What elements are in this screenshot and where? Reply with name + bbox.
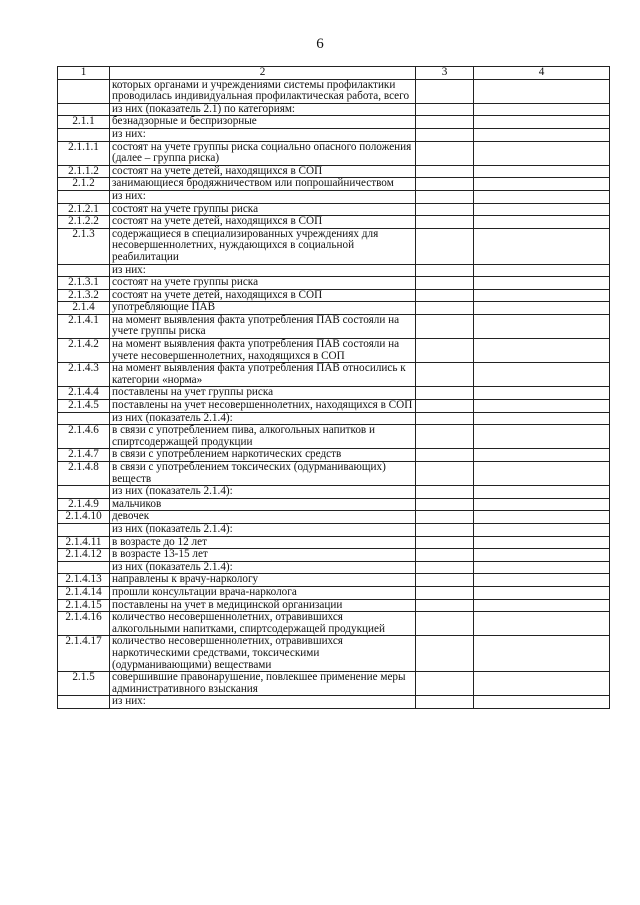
header-cell-3: 3 [416, 67, 474, 80]
report-table [57, 66, 610, 709]
row-number: 2.1.4.12 [58, 549, 110, 562]
table-row [58, 277, 610, 290]
table-row [58, 387, 610, 400]
table-row [58, 116, 610, 129]
row-number: 2.1.4.13 [58, 574, 110, 587]
table-row [58, 636, 610, 672]
value-cell-col3[interactable] [416, 141, 474, 165]
row-description: состоят на учете детей, находящихся в СОП [110, 289, 416, 302]
row-number: 2.1.4.10 [58, 511, 110, 524]
value-cell-col3[interactable] [416, 203, 474, 216]
row-number: 2.1.4.14 [58, 586, 110, 599]
row-description: безнадзорные и беспризорные [110, 116, 416, 129]
row-number: 2.1.3.1 [58, 277, 110, 290]
value-cell-col3[interactable] [416, 425, 474, 449]
table-row [58, 216, 610, 229]
row-number [58, 264, 110, 277]
value-cell-col4[interactable] [474, 400, 610, 413]
row-description: состоят на учете группы риска социально опасного положения (далее – группа риска) [110, 141, 416, 165]
table-row [58, 264, 610, 277]
row-description: в связи с употреблением наркотических средств [110, 449, 416, 462]
value-cell-col3[interactable] [416, 449, 474, 462]
table-row [58, 599, 610, 612]
row-number: 2.1.3 [58, 228, 110, 264]
row-number: 2.1.4.8 [58, 462, 110, 486]
value-cell-col3[interactable] [416, 511, 474, 524]
row-description: направлены к врачу-наркологу [110, 574, 416, 587]
value-cell-col3[interactable] [416, 498, 474, 511]
row-description: состоят на учете группы риска [110, 277, 416, 290]
table-row [58, 203, 610, 216]
row-description: которых органами и учреждениями системы профилактики проводилась индивидуальная профилактическая работа, всего [110, 79, 416, 103]
table-row [58, 612, 610, 636]
row-number [58, 561, 110, 574]
value-cell-col4[interactable] [474, 190, 610, 203]
row-number: 2.1.4.15 [58, 599, 110, 612]
header-cell-2: 2 [110, 67, 416, 80]
row-number: 2.1.1.1 [58, 141, 110, 165]
table-row [58, 128, 610, 141]
row-number: 2.1.5 [58, 672, 110, 696]
table-row [58, 561, 610, 574]
row-description: на момент выявления факта употребления ПАВ относились к категории «норма» [110, 363, 416, 387]
value-cell-col4[interactable] [474, 103, 610, 116]
table-row [58, 449, 610, 462]
row-description: из них (показатель 2.1.4): [110, 523, 416, 536]
row-number: 2.1.4.11 [58, 536, 110, 549]
value-cell-col4[interactable] [474, 486, 610, 499]
row-number: 2.1.4.5 [58, 400, 110, 413]
value-cell-col3[interactable] [416, 178, 474, 191]
row-number: 2.1.2.2 [58, 216, 110, 229]
table-row [58, 536, 610, 549]
value-cell-col4[interactable] [474, 216, 610, 229]
row-description: в возрасте до 12 лет [110, 536, 416, 549]
value-cell-col4[interactable] [474, 549, 610, 562]
value-cell-col4[interactable] [474, 612, 610, 636]
row-number [58, 523, 110, 536]
table-row [58, 165, 610, 178]
value-cell-col3[interactable] [416, 612, 474, 636]
row-number: 2.1.4.1 [58, 314, 110, 338]
value-cell-col3[interactable] [416, 165, 474, 178]
value-cell-col4[interactable] [474, 79, 610, 103]
value-cell-col3[interactable] [416, 277, 474, 290]
row-description: из них: [110, 190, 416, 203]
row-number [58, 79, 110, 103]
value-cell-col3[interactable] [416, 79, 474, 103]
value-cell-col3[interactable] [416, 228, 474, 264]
row-description: из них: [110, 128, 416, 141]
row-number: 2.1.4.4 [58, 387, 110, 400]
value-cell-col4[interactable] [474, 586, 610, 599]
row-number: 2.1.4.9 [58, 498, 110, 511]
row-number: 2.1.2 [58, 178, 110, 191]
row-description: в связи с употреблением пива, алкогольных напитков и спиртсодержащей продукции [110, 425, 416, 449]
row-description: поставлены на учет в медицинской организации [110, 599, 416, 612]
table-row [58, 672, 610, 696]
row-description: содержащиеся в специализированных учреждениях для несовершеннолетних, нуждающихся в социальной реабилитации [110, 228, 416, 264]
table-row [58, 141, 610, 165]
table-row [58, 511, 610, 524]
table-row [58, 586, 610, 599]
value-cell-col3[interactable] [416, 363, 474, 387]
row-description: из них: [110, 264, 416, 277]
value-cell-col4[interactable] [474, 425, 610, 449]
value-cell-col3[interactable] [416, 289, 474, 302]
value-cell-col3[interactable] [416, 636, 474, 672]
row-number: 2.1.4.17 [58, 636, 110, 672]
row-description: мальчиков [110, 498, 416, 511]
row-number: 2.1.1.2 [58, 165, 110, 178]
table-row [58, 696, 610, 709]
value-cell-col3[interactable] [416, 574, 474, 587]
value-cell-col3[interactable] [416, 672, 474, 696]
table-row [58, 425, 610, 449]
row-description: поставлены на учет группы риска [110, 387, 416, 400]
value-cell-col3[interactable] [416, 190, 474, 203]
table-row [58, 498, 610, 511]
row-number: 2.1.4.2 [58, 339, 110, 363]
value-cell-col4[interactable] [474, 277, 610, 290]
value-cell-col3[interactable] [416, 302, 474, 315]
value-cell-col4[interactable] [474, 387, 610, 400]
row-description: употребляющие ПАВ [110, 302, 416, 315]
row-description: из них (показатель 2.1) по категориям: [110, 103, 416, 116]
table-row [58, 549, 610, 562]
table-row [58, 190, 610, 203]
value-cell-col4[interactable] [474, 116, 610, 129]
table-row [58, 523, 610, 536]
table-row [58, 79, 610, 103]
row-number [58, 128, 110, 141]
value-cell-col3[interactable] [416, 412, 474, 425]
row-description: на момент выявления факта употребления ПАВ состояли на учете несовершеннолетних, находящихся в СОП [110, 339, 416, 363]
value-cell-col3[interactable] [416, 264, 474, 277]
row-description: из них: [110, 696, 416, 709]
row-description: из них (показатель 2.1.4): [110, 412, 416, 425]
value-cell-col3[interactable] [416, 599, 474, 612]
row-description: девочек [110, 511, 416, 524]
table-row [58, 574, 610, 587]
header-cell-1: 1 [58, 67, 110, 80]
row-description: на момент выявления факта употребления ПАВ состояли на учете группы риска [110, 314, 416, 338]
value-cell-col4[interactable] [474, 165, 610, 178]
value-cell-col4[interactable] [474, 511, 610, 524]
header-cell-4: 4 [474, 67, 610, 80]
row-number: 2.1.1 [58, 116, 110, 129]
row-description: поставлены на учет несовершеннолетних, находящихся в СОП [110, 400, 416, 413]
value-cell-col3[interactable] [416, 696, 474, 709]
value-cell-col3[interactable] [416, 128, 474, 141]
row-description: состоят на учете детей, находящихся в СОП [110, 165, 416, 178]
row-number: 2.1.4 [58, 302, 110, 315]
row-number: 2.1.4.6 [58, 425, 110, 449]
value-cell-col3[interactable] [416, 486, 474, 499]
value-cell-col4[interactable] [474, 561, 610, 574]
value-cell-col4[interactable] [474, 636, 610, 672]
row-description: количество несовершеннолетних, отравившихся наркотическими средствами, токсическими (одурманивающими) веществами [110, 636, 416, 672]
value-cell-col3[interactable] [416, 549, 474, 562]
value-cell-col4[interactable] [474, 178, 610, 191]
table-row [58, 462, 610, 486]
value-cell-col3[interactable] [416, 523, 474, 536]
table-row [58, 314, 610, 338]
table-row [58, 363, 610, 387]
table-row [58, 178, 610, 191]
value-cell-col3[interactable] [416, 314, 474, 338]
table-row [58, 339, 610, 363]
value-cell-col4[interactable] [474, 363, 610, 387]
row-number [58, 412, 110, 425]
row-description: из них (показатель 2.1.4): [110, 561, 416, 574]
value-cell-col4[interactable] [474, 228, 610, 264]
value-cell-col4[interactable] [474, 449, 610, 462]
page-number: 6 [316, 36, 324, 52]
value-cell-col3[interactable] [416, 387, 474, 400]
table-row [58, 400, 610, 413]
row-number [58, 486, 110, 499]
row-description: состоят на учете детей, находящихся в СОП [110, 216, 416, 229]
row-number: 2.1.3.2 [58, 289, 110, 302]
value-cell-col4[interactable] [474, 574, 610, 587]
value-cell-col4[interactable] [474, 599, 610, 612]
row-number [58, 103, 110, 116]
table-row [58, 302, 610, 315]
value-cell-col4[interactable] [474, 536, 610, 549]
row-number: 2.1.4.7 [58, 449, 110, 462]
header-row [58, 67, 610, 80]
value-cell-col4[interactable] [474, 523, 610, 536]
value-cell-col3[interactable] [416, 339, 474, 363]
value-cell-col4[interactable] [474, 289, 610, 302]
value-cell-col4[interactable] [474, 314, 610, 338]
row-description: занимающиеся бродяжничеством или попрошайничеством [110, 178, 416, 191]
value-cell-col4[interactable] [474, 412, 610, 425]
value-cell-col3[interactable] [416, 536, 474, 549]
row-number: 2.1.4.16 [58, 612, 110, 636]
value-cell-col4[interactable] [474, 141, 610, 165]
value-cell-col3[interactable] [416, 586, 474, 599]
table-row [58, 289, 610, 302]
value-cell-col4[interactable] [474, 128, 610, 141]
row-number [58, 696, 110, 709]
value-cell-col3[interactable] [416, 400, 474, 413]
value-cell-col4[interactable] [474, 302, 610, 315]
table-row [58, 228, 610, 264]
row-description: состоят на учете группы риска [110, 203, 416, 216]
value-cell-col4[interactable] [474, 696, 610, 709]
table-row [58, 486, 610, 499]
value-cell-col4[interactable] [474, 339, 610, 363]
value-cell-col3[interactable] [416, 116, 474, 129]
row-description: в связи с употреблением токсических (одурманивающих) веществ [110, 462, 416, 486]
row-number: 2.1.2.1 [58, 203, 110, 216]
table-row [58, 412, 610, 425]
value-cell-col4[interactable] [474, 498, 610, 511]
row-description: в возрасте 13-15 лет [110, 549, 416, 562]
row-description: количество несовершеннолетних, отравившихся алкогольными напитками, спиртсодержащей продукцией [110, 612, 416, 636]
value-cell-col4[interactable] [474, 462, 610, 486]
row-description: из них (показатель 2.1.4): [110, 486, 416, 499]
table-row [58, 103, 610, 116]
value-cell-col4[interactable] [474, 264, 610, 277]
value-cell-col3[interactable] [416, 216, 474, 229]
row-description: прошли консультации врача-нарколога [110, 586, 416, 599]
value-cell-col3[interactable] [416, 103, 474, 116]
row-number: 2.1.4.3 [58, 363, 110, 387]
value-cell-col4[interactable] [474, 672, 610, 696]
value-cell-col3[interactable] [416, 561, 474, 574]
row-number [58, 190, 110, 203]
row-description: совершившие правонарушение, повлекшее применение меры административного взыскания [110, 672, 416, 696]
value-cell-col4[interactable] [474, 203, 610, 216]
value-cell-col3[interactable] [416, 462, 474, 486]
